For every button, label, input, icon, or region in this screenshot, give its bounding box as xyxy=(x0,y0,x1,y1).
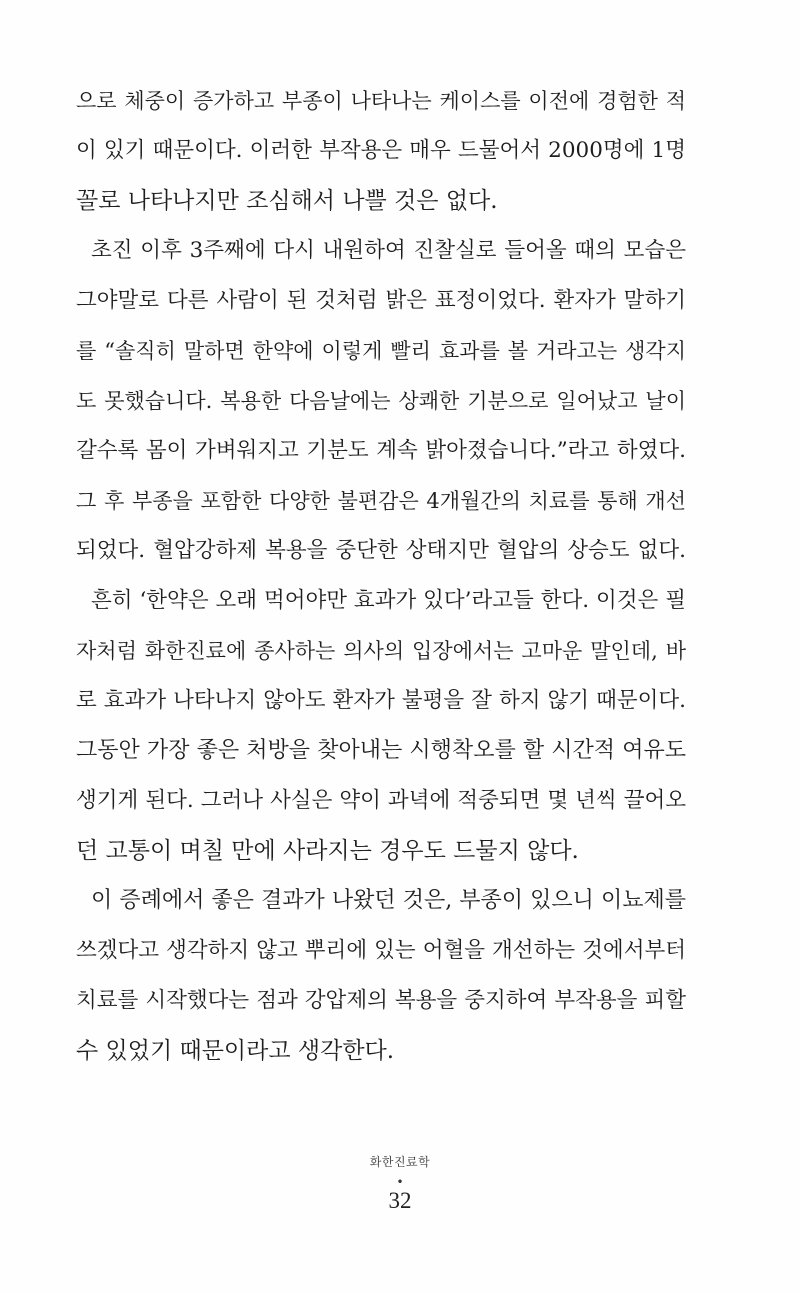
text-line: 꼴로 나타나지만 조심해서 나쁠 것은 없다. xyxy=(76,188,498,214)
text-line: 으로 체중이 증가하고 부종이 나타나는 케이스를 이전에 경험한 적 xyxy=(76,89,686,113)
text-line: 도 못했습니다. 복용한 다음날에는 상쾌한 기분으로 일어났고 날이 xyxy=(76,389,686,413)
text-line: 쓰겠다고 생각하지 않고 뿌리에 있는 어혈을 개선하는 것에서부터 xyxy=(76,938,686,963)
text-line: 그동안 가장 좋은 처방을 찾아내는 시행착오를 할 시간적 여유도 xyxy=(76,738,686,763)
text-line: 를 “솔직히 말하면 한약에 이렇게 빨리 효과를 볼 거라고는 생각지 xyxy=(76,339,686,363)
text-line: 이 증례에서 좋은 결과가 나왔던 것은, 부종이 있으니 이뇨제를 xyxy=(91,888,686,913)
text-line: 되었다. 혈압강하제 복용을 중단한 상태지만 혈압의 상승도 없다. xyxy=(76,538,686,563)
text-line: 흔히 ‘한약은 오래 먹어야만 효과가 있다’라고들 한다. 이것은 필 xyxy=(91,588,686,613)
text-line: 자처럼 화한진료에 종사하는 의사의 입장에서는 고마운 말인데, 바 xyxy=(76,639,686,663)
text-line: 그야말로 다른 사람이 된 것처럼 밝은 표정이었다. 환자가 말하기 xyxy=(76,288,686,313)
text-line: 그 후 부종을 포함한 다양한 불편감은 4개월간의 치료를 통해 개선 xyxy=(76,489,686,513)
page-number: 32 xyxy=(388,1188,412,1213)
footer-separator: • xyxy=(396,1175,404,1189)
running-title: 화한진료학 xyxy=(369,1155,431,1169)
text-line: 이 있기 때문이다. 이러한 부작용은 매우 드물어서 2000명에 1명 xyxy=(76,138,686,163)
text-line: 초진 이후 3주째에 다시 내원하여 진찰실로 들어올 때의 모습은 xyxy=(91,238,686,263)
body-text xyxy=(76,76,686,1076)
text-line: 치료를 시작했다는 점과 강압제의 복용을 중지하여 부작용을 피할 xyxy=(76,988,686,1013)
text-line: 생기게 된다. 그러나 사실은 약이 과녁에 적중되면 몇 년씩 끌어오 xyxy=(76,788,686,813)
text-line: 수 있었기 때문이라고 생각한다. xyxy=(76,1038,395,1064)
text-line: 갈수록 몸이 가벼워지고 기분도 계속 밝아졌습니다.”라고 하였다. xyxy=(76,438,686,463)
text-line: 던 고통이 며칠 만에 사라지는 경우도 드물지 않다. xyxy=(76,838,579,864)
text-line: 로 효과가 나타나지 않아도 환자가 불평을 잘 하지 않기 때문이다. xyxy=(76,688,686,713)
